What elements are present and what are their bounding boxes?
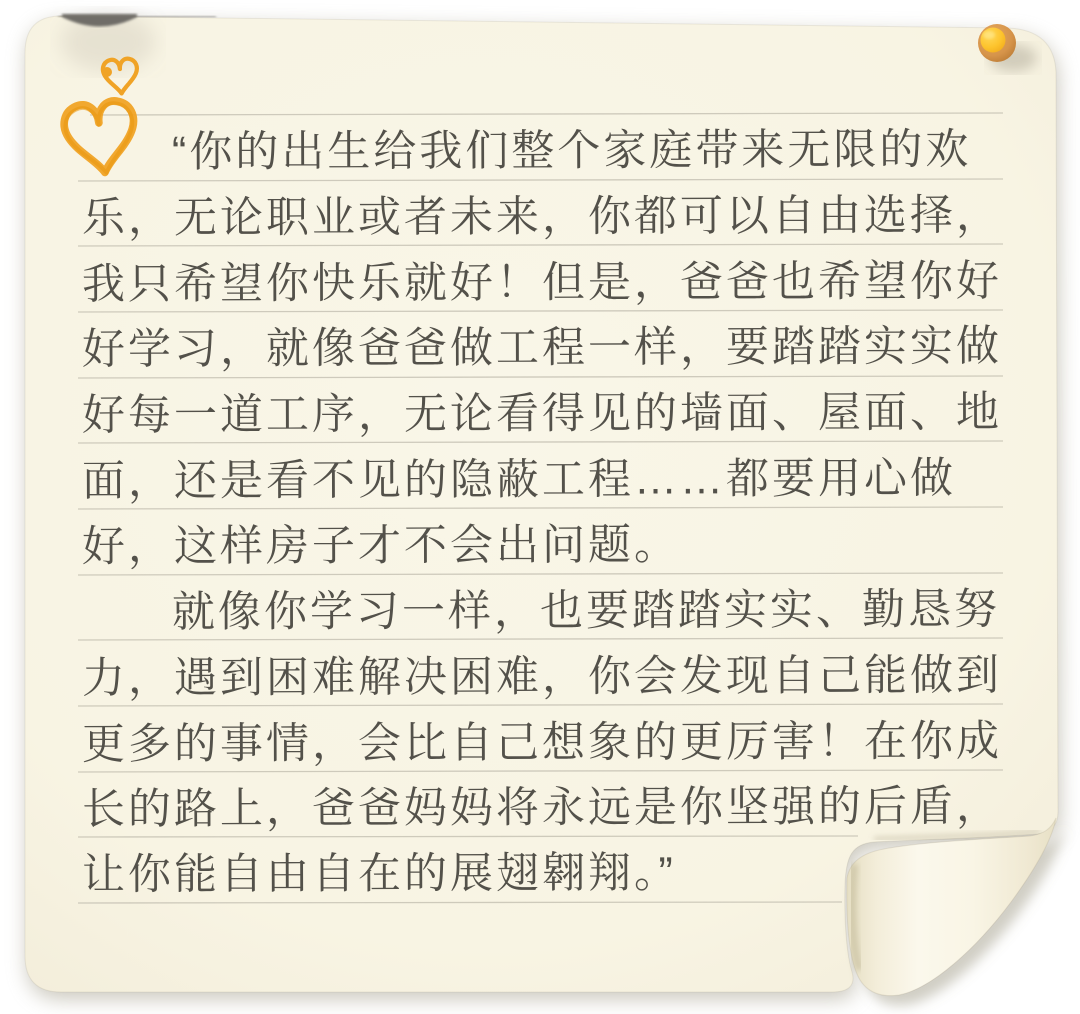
note-text-line: 面，还是看不见的隐蔽工程……都要用心做	[81, 454, 957, 506]
note-text-line: 乐，无论职业或者未来，你都可以自由选择，	[81, 191, 1003, 243]
note-text-line: 力，遇到困难解决困难，你会发现自己能做到	[81, 651, 1003, 703]
note-text-line: “你的出生给我们整个家庭带来无限的欢	[171, 125, 972, 177]
note-text-line: 让你能自由自在的展翅翱翔。”	[81, 848, 676, 900]
note-text-line: 就像你学习一样，也要踏踏实实、勤恳努	[171, 585, 1001, 637]
note-text-line: 好学习，就像爸爸做工程一样，要踏踏实实做	[81, 322, 1003, 374]
note-text-line: 好每一道工序，无论看得见的墙面、屋面、地	[81, 388, 1003, 440]
page-curl-bottom-right	[847, 818, 1065, 1006]
note-text-line: 好，这样房子才不会出问题。	[81, 520, 681, 572]
note-text-line: 更多的事情，会比自己想象的更厉害！在你成	[81, 717, 1003, 769]
note-text-line: 长的路上，爸爸妈妈将永远是你坚强的后盾，	[81, 782, 1003, 834]
note-text-line: 我只希望你快乐就好！但是，爸爸也希望你好	[81, 257, 1003, 309]
